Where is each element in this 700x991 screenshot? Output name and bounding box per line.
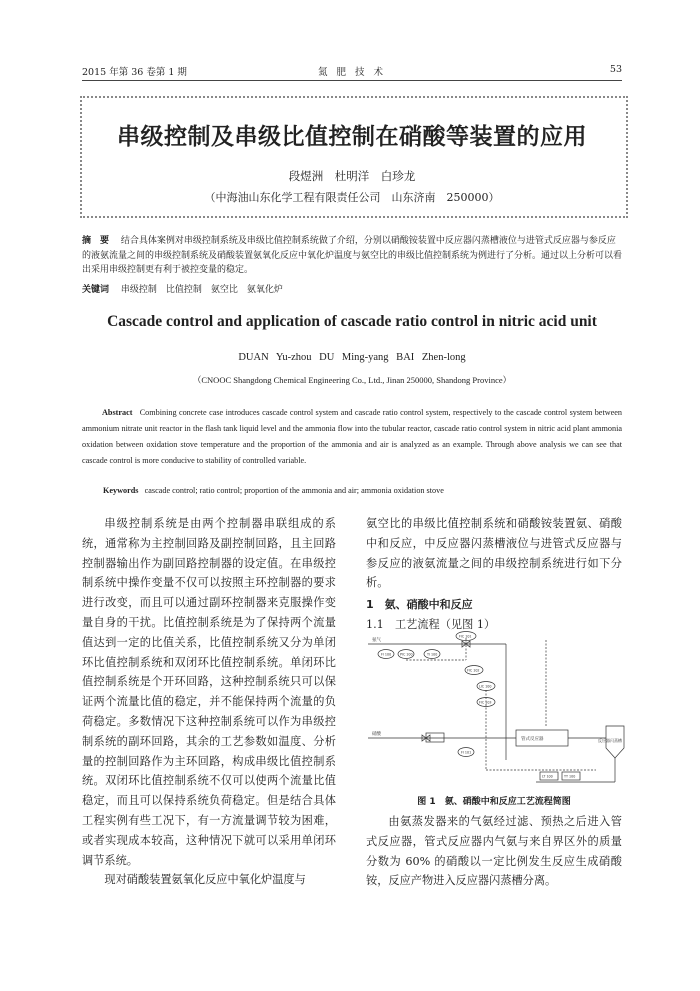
body-column-right (366, 514, 622, 635)
tag-label: FIC 101 (459, 634, 472, 639)
keywords-en-label: Keywords (103, 486, 139, 495)
abstract-en-text: Combining concrete case introduces cascade control system and cascade ratio control system, respectively to the cascade control system between ammonium nitrate unit reactor in the flash tank liquid level and the ammonia flow into the tubular reactor, cascade ratio control system in nitric acid plant ammonia oxidation between oxidation stove temperature and the proportion of the ammonia and air is analyzed as an example. Through above analysis we can see that cascade control is more conducive to stability of controlled variable. (82, 408, 622, 465)
affiliation-en: （CNOOC Shangdong Chemical Engineering Co., Ltd., Jinan 250000, Shandong Province） (192, 375, 512, 385)
tag-label: FI 101 (461, 750, 472, 755)
tag-label: FIC 103 (479, 700, 492, 705)
abstract-cn (82, 234, 622, 278)
process-flow-diagram (366, 630, 628, 790)
body-column-left (82, 514, 336, 890)
body-paragraph: 现对硝酸装置氨氧化反应中氧化炉温度与 (104, 873, 306, 887)
tag-label: FIC 102 (467, 668, 480, 673)
label-ammonia: 氨气 (372, 638, 381, 643)
body-paragraph: 由氨蒸发器来的气氨经过滤、预热之后进入管式反应器，管式反应器内气氨与来自界区外的质量分数为 60% 的硝酸以一定比例发生反应生成硝酸铵，反应产物进入反应器闪蒸槽分离。 (366, 815, 622, 888)
body-column-right-lower (366, 812, 622, 891)
authors-en: DUAN Yu-zhou DU Ming-yang BAI Zhen-long (238, 352, 466, 363)
paper-title: 串级控制及串级比值控制在硝酸等装置的应用 (117, 124, 587, 150)
label-flash-tank: 反应器闪蒸槽 (598, 738, 622, 743)
keywords-en-text: cascade control; ratio control; proportion of the ammonia and air; ammonia oxidation stove (144, 486, 444, 495)
flow-meter (426, 733, 444, 742)
abstract-en-label: Abstract (102, 408, 133, 417)
body-paragraph: 氨空比的串级比值控制系统和硝酸铵装置氨、硝酸中和反应，中反应器闪蒸槽液位与进管式反应器与参反应的液氨流量之间的串级控制系统进行如下分析。 (366, 517, 622, 590)
abstract-cn-label: 摘 要 (82, 236, 110, 246)
page-number: 53 (609, 64, 622, 75)
label-reactor: 管式反应器 (521, 737, 544, 742)
body-paragraph: 串级控制系统是由两个控制器串联组成的系统，通常称为主控制回路及副控制回路，且主回路控制器输出作为副回路控制器的设定值。在串级控制系统中操作变量不仅可以按照主环控制器的要求进行改变，而且可以通过副环控制器来克服操作变量自身的干扰。比值控制系统是为了保持两个流量值达到一定的比值关系，比值控制系统又分为单闭环比值控制系统和双闭环比值控制系统。单闭环比值控制系统是个开环回路，这种控制系统只可以保证两个流量比值的稳定，并不能保持两个流量的负荷稳定。多数情况下这种控制系统可以作为串级控制系统的副环回路，其余的工艺参数如温度、分析量的控制回路作为主环回路，构成串级比值控制系统。双闭环比值控制系统不仅可以使两个流量比值稳定，而且可以保持系统负荷稳定。但是结合具体工程实例有些工况下，有一方流量调节较为困难，或者实现成本较高，这种情况下就可以采用单闭环调节系统。 (82, 517, 336, 867)
journal-issue: 2015 年第 36 卷第 1 期 (82, 67, 187, 78)
affiliation: （中海油山东化学工程有限责任公司 山东济南 250000） (204, 191, 500, 204)
keywords-cn-text: 串级控制 比值控制 氨空比 氨氧化炉 (120, 285, 283, 295)
paper-title-en: Cascade control and application of cascade ratio control in nitric acid unit (107, 313, 597, 330)
tag-label: TI 100 (427, 652, 438, 657)
figure-caption: 图 1 氨、硝酸中和反应工艺流程简图 (417, 797, 571, 807)
keywords-cn-label: 关键词 (82, 285, 110, 295)
tag-label: FI 100 (381, 652, 392, 657)
abstract-en (82, 405, 622, 469)
running-header (82, 62, 622, 81)
keywords-en (103, 486, 623, 495)
journal-name: 氮 肥 技 术 (317, 67, 387, 78)
label-nitric: 硝酸 (372, 732, 381, 737)
abstract-cn-text: 结合具体案例对串级控制系统及串级比值控制系统做了介绍，分别以硝酸铵装置中反应器闪蒸槽液位与进管式反应器与参反应的液氨流量之间的串级控制系统及硝酸装置氨氧化反应中氧化炉温度与氨空比的串级比值控制系统为例进行了分析。通过以上分析可以看出采用串级控制更有利于被控变量的稳定。 (82, 236, 623, 275)
tag-label: TT 100 (564, 774, 576, 779)
subsection-heading: 1.1 工艺流程（见图 1） (366, 617, 496, 631)
section-heading: 1 氨、硝酸中和反应 (366, 598, 473, 612)
tag-label: LIC 100 (479, 684, 492, 689)
tag-label: LT 100 (542, 774, 553, 779)
authors: 段煜洲 杜明洋 白珍龙 (288, 169, 416, 183)
tag-label: PIC 100 (400, 652, 413, 657)
keywords-cn (82, 282, 622, 295)
